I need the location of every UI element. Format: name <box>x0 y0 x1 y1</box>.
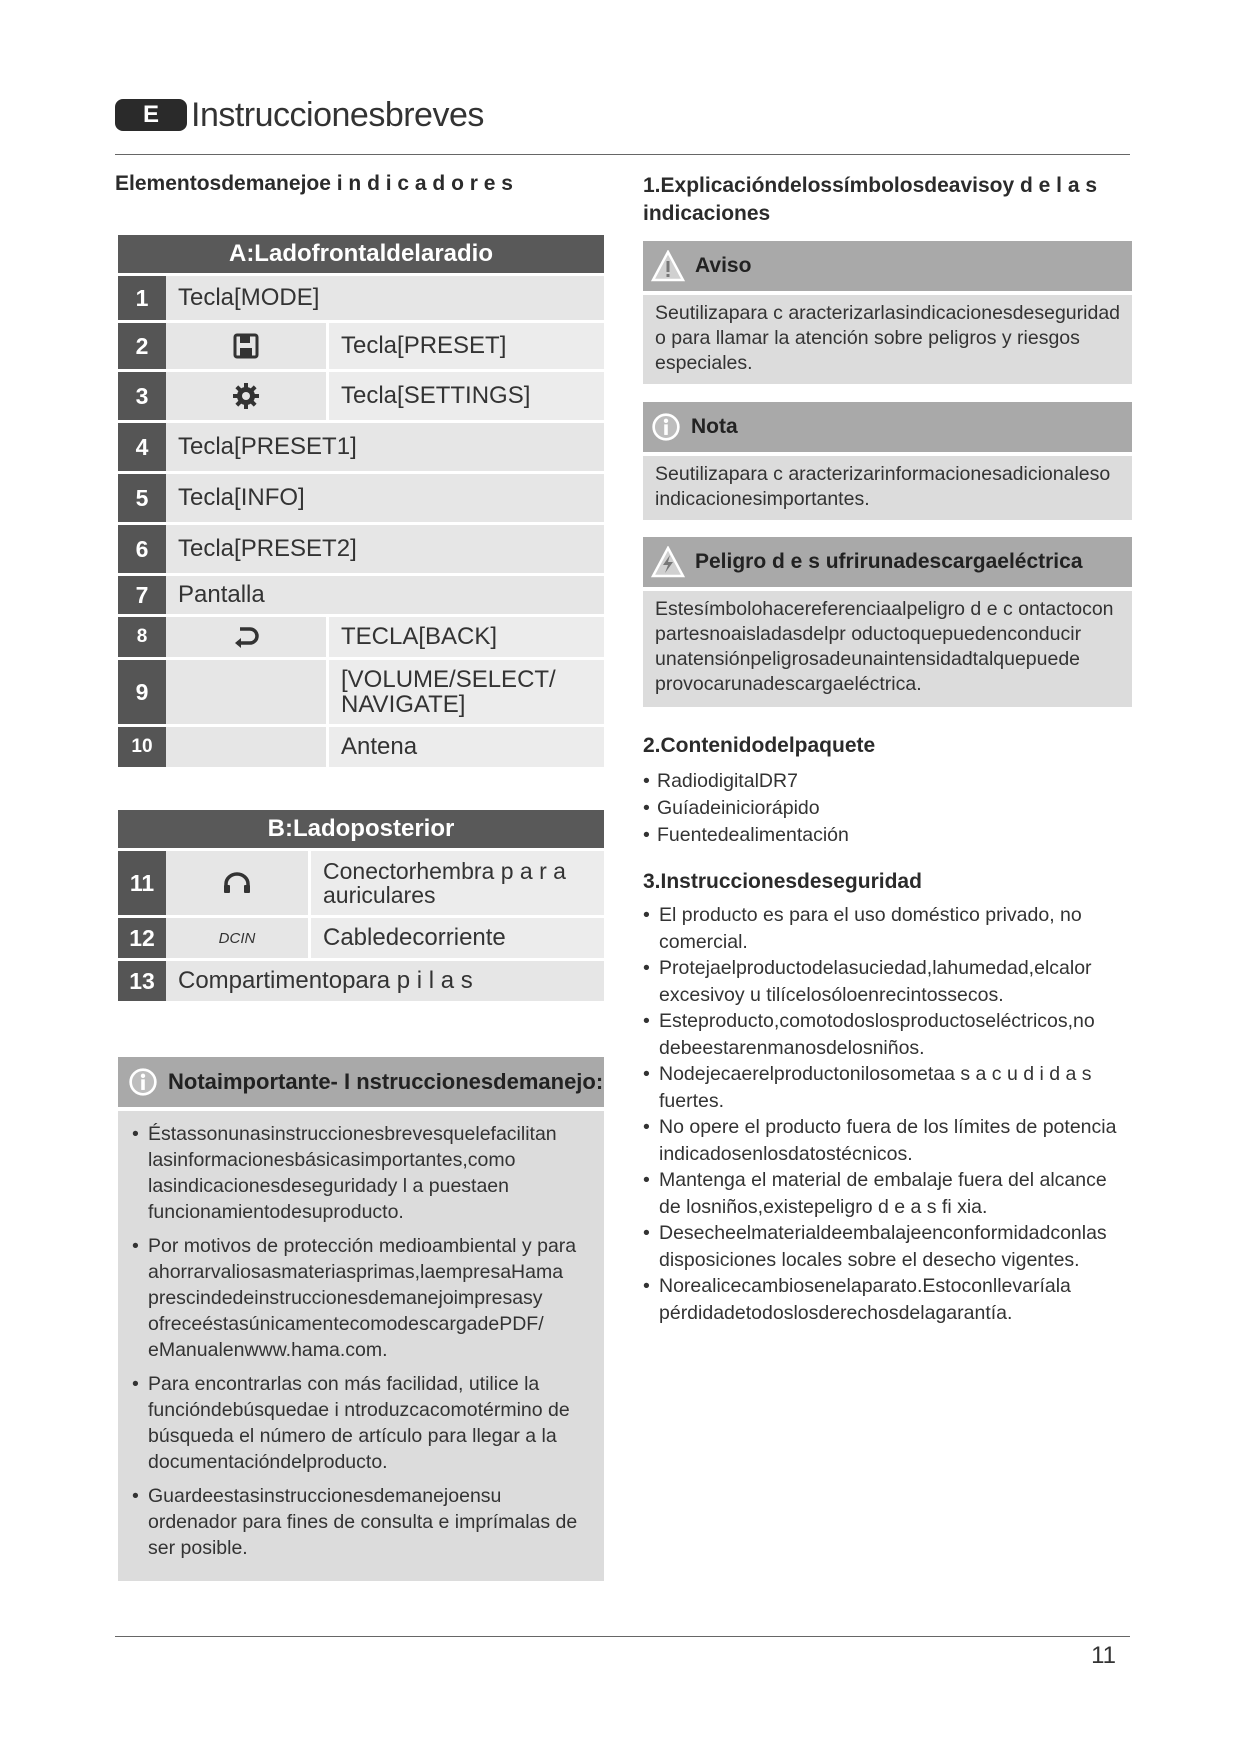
row-label: [VOLUME/SELECT/ NAVIGATE] <box>329 660 604 724</box>
table-row <box>118 573 604 614</box>
headphones-icon <box>166 851 311 915</box>
nota-header <box>643 402 1132 452</box>
important-note-box <box>118 1057 604 1581</box>
list-item: • Esteproducto,comotodoslosproductoseléctricos,no debeestarenmanosdelosniños. <box>643 1008 1133 1061</box>
document-title: Instruccionesbreves <box>191 95 484 134</box>
electric-shock-icon <box>651 546 685 578</box>
info-icon <box>651 412 681 442</box>
peligro-box <box>643 537 1132 707</box>
peligro-text: Estesímbolohacereferenciaalpeligro d e c ontactocon partesnoaisladasdelpr oductoquepuedenconducir unatensiónpeligrosadeunaintensidadtalquepuede provocarunadescargaeléctrica. <box>643 591 1132 707</box>
back-icon <box>166 617 329 657</box>
row-number: 7 <box>118 576 166 614</box>
back-side-table-title: B:Ladoposterior <box>118 810 604 848</box>
list-item: • Éstassonunasinstruccionesbrevesquelefacilitan lasinformacionesbásicasimportantes,como lasindicacionesdeseguridady l a puestaen funcionamientodesuproducto. <box>132 1121 590 1225</box>
table-row <box>118 724 604 767</box>
row-number: 4 <box>118 423 166 471</box>
list-item: • Por motivos de protección medioambiental y para ahorrarvaliosasmateriasprimas,laempresaHama prescindedeinstruccionesdemanejoimpresasy ofreceéstasúnicamentecomodescargadePDF/ eManualenwww.hama.com. <box>132 1233 590 1363</box>
footer-divider <box>115 1636 1130 1637</box>
row-label: Conectorhembra p a r a auriculares <box>311 851 604 915</box>
peligro-title: Peligro d e s ufrirunadescargaeléctrica <box>695 550 1083 573</box>
header-divider <box>115 154 1130 155</box>
list-item: • Guardeestasinstruccionesdemanejoensu ordenador para fines de consulta e imprímalas de ser posible. <box>132 1483 590 1561</box>
row-label: Tecla[PRESET] <box>329 323 604 369</box>
warning-icon <box>651 250 685 282</box>
nota-title: Nota <box>691 415 738 438</box>
row-label: Antena <box>329 727 604 767</box>
important-note-title: Notaimportante- I nstruccionesdemanejo: <box>168 1069 604 1094</box>
safety-heading: 3.Instruccionesdeseguridad <box>643 870 922 893</box>
list-item: • Desecheelmaterialdeembalajeenconformidadconlas disposiciones locales sobre el desecho vigentes. <box>643 1220 1133 1273</box>
row-number: 10 <box>118 727 166 767</box>
aviso-text: Seutilizapara c aracterizarlasindicacionesdeseguridad o para llamar la atención sobre peligros y riesgos especiales. <box>643 295 1132 384</box>
package-contents-heading: 2.Contenidodelpaquete <box>643 734 876 757</box>
gear-icon <box>166 372 329 420</box>
list-item: • No opere el producto fuera de los límites de potencia indicadosenlosdatostécnicos. <box>643 1114 1133 1167</box>
row-number: 2 <box>118 323 166 369</box>
important-note-header <box>118 1057 604 1107</box>
table-row <box>118 848 604 915</box>
row-label: Tecla[INFO] <box>166 474 604 522</box>
table-row <box>118 471 604 522</box>
row-label: Tecla[PRESET2] <box>166 525 604 573</box>
list-item: • Protejaelproductodelasuciedad,lahumedad,elcalor excesivoy u tilícelosóloenrecintossecos. <box>643 955 1133 1008</box>
list-item: • RadiodigitalDR7 <box>643 768 849 795</box>
list-item: • Nodejecaerelproductonilosometaa s a c u d i d a s fuertes. <box>643 1061 1133 1114</box>
back-side-table <box>118 810 604 1001</box>
row-number: 1 <box>118 276 166 320</box>
symbols-heading: 1.Explicacióndelossímbolosdeavisoy d e l a s indicaciones <box>643 174 1098 225</box>
peligro-header <box>643 537 1132 587</box>
table-row <box>118 657 604 724</box>
aviso-header <box>643 241 1132 291</box>
row-number: 8 <box>118 617 166 657</box>
row-label: Pantalla <box>166 576 604 614</box>
list-item: • Norealicecambiosenelaparato.Estoconllevaríala pérdidadetodoslosderechosdelagarantía. <box>643 1273 1133 1326</box>
row-number: 9 <box>118 660 166 724</box>
row-number: 3 <box>118 372 166 420</box>
dc-in-label: DCIN <box>166 918 311 958</box>
table-row <box>118 522 604 573</box>
front-side-table <box>118 235 604 767</box>
row-label: TECLA[BACK] <box>329 617 604 657</box>
safety-list <box>643 902 1133 1326</box>
row-number: 12 <box>118 918 166 958</box>
table-row <box>118 614 604 657</box>
row-label: Tecla[MODE] <box>166 276 604 320</box>
language-badge: E <box>115 99 187 131</box>
table-row <box>118 420 604 471</box>
preset-icon <box>166 323 329 369</box>
row-label: Tecla[SETTINGS] <box>329 372 604 420</box>
list-item: • Fuentedealimentación <box>643 822 849 849</box>
aviso-title: Aviso <box>695 254 752 277</box>
page-header <box>115 95 484 135</box>
list-item: • Mantenga el material de embalaje fuera del alcance de losniños,existepeligro d e a s fi xia. <box>643 1167 1133 1220</box>
controls-heading: Elementosdemanejoe i n d i c a d o r e s <box>115 172 513 195</box>
front-side-table-title: A:Ladofrontaldelaradio <box>118 235 604 273</box>
package-contents-list <box>643 768 849 849</box>
info-icon <box>128 1067 158 1097</box>
page-number: 11 <box>1091 1642 1116 1669</box>
table-row <box>118 369 604 420</box>
important-note-body <box>118 1111 604 1581</box>
nota-box <box>643 402 1132 520</box>
row-label: Cabledecorriente <box>311 918 604 958</box>
aviso-box <box>643 241 1132 384</box>
list-item: • Para encontrarlas con más facilidad, utilice la funcióndebúsquedae i ntroduzcacomotérmino de búsqueda el número de artículo para llegar a la documentacióndelproducto. <box>132 1371 590 1475</box>
row-number: 11 <box>118 851 166 915</box>
table-row <box>118 273 604 320</box>
table-row <box>118 320 604 369</box>
row-label: Tecla[PRESET1] <box>166 423 604 471</box>
nota-text: Seutilizapara c aracterizarinformacionesadicionaleso indicacionesimportantes. <box>643 456 1132 520</box>
list-item: • El producto es para el uso doméstico privado, no comercial. <box>643 902 1133 955</box>
row-label: Compartimentopara p i l a s <box>166 961 604 1001</box>
row-number: 13 <box>118 961 166 1001</box>
empty-icon-cell <box>166 727 329 767</box>
table-row <box>118 915 604 958</box>
list-item: • Guíadeiniciorápido <box>643 795 849 822</box>
row-number: 5 <box>118 474 166 522</box>
empty-icon-cell <box>166 660 329 724</box>
row-number: 6 <box>118 525 166 573</box>
table-row <box>118 958 604 1001</box>
